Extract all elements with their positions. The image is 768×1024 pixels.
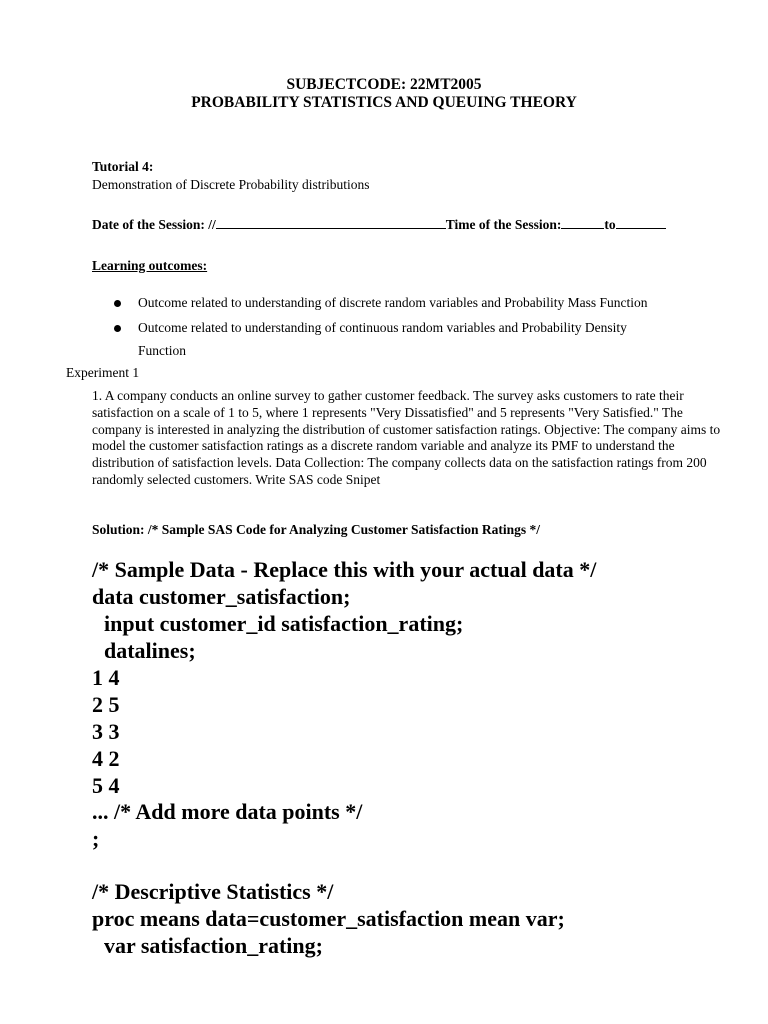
code-line: var satisfaction_rating; <box>104 933 323 958</box>
code-line: datalines; <box>104 638 196 663</box>
time-label: Time of the Session: <box>445 217 562 232</box>
code-line: input customer_id satisfaction_rating; <box>104 611 464 636</box>
experiment-label: Experiment 1 <box>66 365 140 380</box>
tutorial-description: Demonstration of Discrete Probability distributions <box>92 177 370 192</box>
code-line: proc means data=customer_satisfaction mean var; <box>92 906 565 931</box>
outcome-text: Function <box>138 343 187 358</box>
time-to-blank <box>616 216 666 229</box>
code-line: /* Sample Data - Replace this with your actual data */ <box>92 557 597 582</box>
outcome-text: Outcome related to understanding of continuous random variables and Probability Density <box>138 320 627 335</box>
to-label: to <box>604 217 616 232</box>
date-blank <box>216 216 446 229</box>
sas-code-block <box>92 557 752 977</box>
code-line: 2 5 <box>92 692 120 717</box>
tutorial-label: Tutorial 4: <box>92 159 154 174</box>
code-line: 3 3 <box>92 719 120 744</box>
solution-heading: Solution: /* Sample SAS Code for Analyzing Customer Satisfaction Ratings */ <box>92 522 541 537</box>
date-label: Date of the Session: // <box>92 217 216 232</box>
code-line: 1 4 <box>92 665 120 690</box>
subject-name: PROBABILITY STATISTICS AND QUEUING THEORY <box>191 94 577 111</box>
code-line: ; <box>92 826 100 851</box>
learning-outcomes-heading: Learning outcomes: <box>92 258 208 273</box>
code-line: ... /* Add more data points */ <box>92 799 363 824</box>
session-line <box>92 216 666 233</box>
outcome-text: Outcome related to understanding of discrete random variables and Probability Mass Function <box>138 295 648 310</box>
code-line: data customer_satisfaction; <box>92 584 351 609</box>
bullet-icon <box>114 325 121 332</box>
subject-code: SUBJECTCODE: 22MT2005 <box>286 76 482 93</box>
time-from-blank <box>561 216 604 229</box>
code-line: 5 4 <box>92 773 120 798</box>
code-line: 4 2 <box>92 746 120 771</box>
bullet-icon <box>114 300 121 307</box>
problem-statement: 1. A company conducts an online survey to gather customer feedback. The survey asks customers to rate their satisfaction on a scale of 1 to 5, where 1 represents "Very Dissatisfied" and 5 represents "Very Satisfied." The company is interested in analyzing the distribution of customer satisfaction ratings. Objective: The company aims to model the customer satisfaction ratings as a discrete random variable and analyze its PMF to understand the distribution of satisfaction levels. Data Collection: The company collects data on the satisfaction ratings from 200 randomly selected customers. Write SAS code Snipet <box>92 388 721 487</box>
code-line: /* Descriptive Statistics */ <box>92 879 334 904</box>
